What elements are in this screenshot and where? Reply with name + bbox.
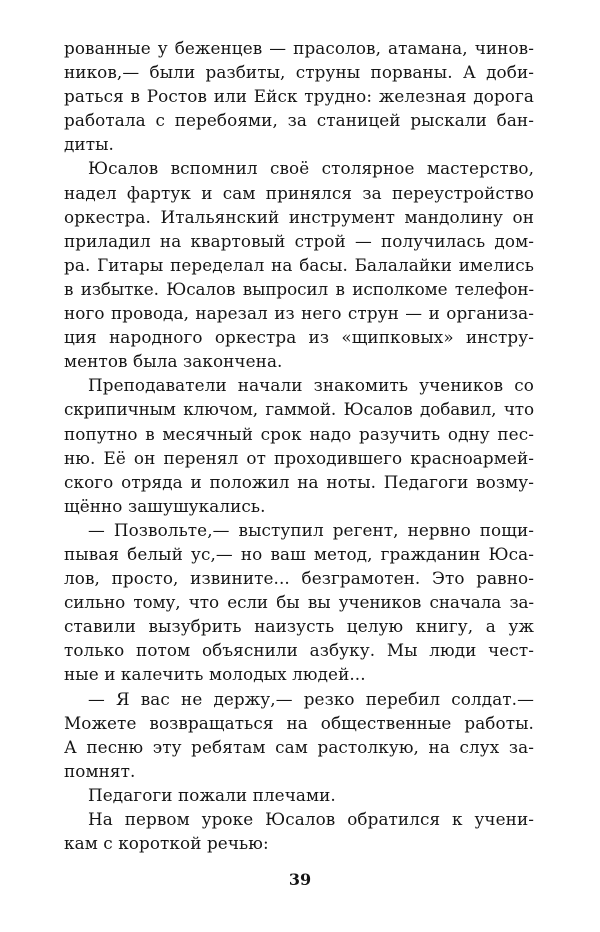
text-line: ция народного оркестра из «щипковых» инстру- bbox=[64, 327, 534, 348]
text-line: ные и калечить молодых людей... bbox=[64, 664, 366, 685]
text-line: помнят. bbox=[64, 760, 136, 781]
text-line: попутно в месячный срок надо разучить одну пес- bbox=[64, 423, 534, 444]
text-line: ского отряда и положил на ноты. Педагоги возму- bbox=[64, 471, 534, 492]
text-line: лов, просто, извините... безграмотен. Это равно- bbox=[64, 568, 534, 589]
text-line: ра. Гитары переделал на басы. Балалайки имелись bbox=[64, 254, 534, 275]
text-line: оркестра. Итальянский инструмент мандолину он bbox=[64, 206, 534, 227]
text-line: Юсалов вспомнил своё столярное мастерство, bbox=[88, 158, 534, 179]
text-line: работала с перебоями, за станицей рыскали бан- bbox=[64, 110, 534, 131]
text-line: рованные у беженцев — прасолов, атамана, чинов- bbox=[64, 38, 534, 58]
text-line: в избытке. Юсалов выпросил в исполкоме телефон- bbox=[64, 278, 534, 299]
body-text bbox=[64, 36, 534, 855]
text-line: только потом объяснили азбуку. Мы люди чест- bbox=[64, 640, 534, 661]
text-line: щённо зашушукались. bbox=[64, 495, 266, 516]
text-line: диты. bbox=[64, 134, 114, 155]
text-line: На первом уроке Юсалов обратился к учени- bbox=[88, 809, 534, 829]
text-line: надел фартук и сам принялся за переустройство bbox=[64, 182, 534, 203]
text-line: — Позвольте,— выступил регент, нервно пощи- bbox=[88, 519, 534, 540]
text-line: кам с короткой речью: bbox=[64, 833, 269, 854]
text-line: — Я вас не держу,— резко перебил солдат.— bbox=[88, 688, 534, 709]
text-line: А песню эту ребятам сам растолкую, на слух за- bbox=[64, 736, 534, 757]
page-number: 39 bbox=[288, 870, 312, 889]
text-line: приладил на квартовый строй — получилась дом- bbox=[64, 230, 534, 251]
text-line: ставили вызубрить наизусть целую книгу, а уж bbox=[64, 616, 534, 637]
text-line: Преподаватели начали знакомить учеников со bbox=[88, 375, 534, 396]
text-line: раться в Ростов или Ейск трудно: железная дорога bbox=[64, 86, 534, 107]
text-line: ников,— были разбиты, струны порваны. А доби- bbox=[64, 62, 534, 83]
text-line: сильно тому, что если бы вы учеников сначала за- bbox=[64, 592, 534, 613]
text-line: ню. Её он перенял от проходившего красноармей- bbox=[64, 447, 534, 468]
text-line: ного провода, нарезал из него струн — и организа- bbox=[64, 303, 534, 324]
text-line: Можете возвращаться на общественные работы. bbox=[64, 712, 534, 733]
text-line: Педагоги пожали плечами. bbox=[88, 784, 336, 805]
text-line: скрипичным ключом, гаммой. Юсалов добавил, что bbox=[64, 399, 534, 420]
text-line: ментов была закончена. bbox=[64, 351, 283, 372]
text-line: пывая белый ус,— но ваш метод, гражданин Юса- bbox=[64, 543, 534, 564]
